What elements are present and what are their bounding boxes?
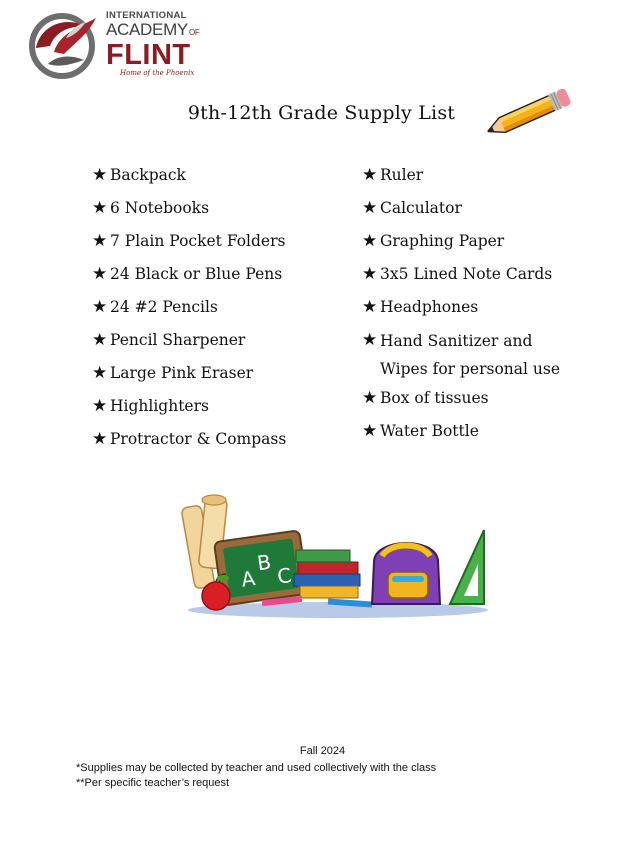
logo-line-international: INTERNATIONAL: [106, 10, 187, 21]
star-icon: ★: [92, 330, 108, 350]
star-icon: ★: [92, 429, 108, 449]
star-icon: ★: [362, 297, 378, 317]
list-item: [92, 360, 352, 393]
list-item-label: 6 Notebooks: [110, 199, 210, 217]
list-item: [92, 294, 352, 327]
list-item-label: 24 #2 Pencils: [110, 298, 218, 316]
logo-line-flint: FLINT: [106, 39, 191, 71]
list-item: [92, 228, 352, 261]
list-item-label: Backpack: [110, 166, 186, 184]
footer-note-1: *Supplies may be collected by teacher and used collectively with the class: [76, 762, 437, 774]
list-item: [92, 162, 352, 195]
page-title-text: 9th-12th Grade Supply List: [187, 102, 456, 124]
list-item: [362, 327, 622, 385]
star-icon: ★: [362, 388, 378, 408]
list-item: [362, 261, 622, 294]
list-item-label: Protractor & Compass: [110, 430, 287, 448]
list-item-label: Calculator: [380, 199, 462, 217]
list-item-label: Highlighters: [110, 397, 209, 415]
star-icon: ★: [362, 231, 378, 251]
list-item: [92, 426, 352, 459]
star-icon: ★: [92, 165, 108, 185]
supply-list-right: [362, 162, 622, 451]
list-item: [362, 228, 622, 261]
list-item-label: 7 Plain Pocket Folders: [110, 232, 286, 250]
list-item: [362, 195, 622, 228]
star-icon: ★: [362, 264, 378, 284]
list-item-label: Box of tissues: [380, 389, 489, 407]
list-item-label: Graphing Paper: [380, 232, 505, 250]
clipart-letter-a: A: [239, 566, 257, 592]
clipart-letter-c: C: [275, 562, 293, 589]
school-logo: [26, 8, 206, 80]
list-item-label: 24 Black or Blue Pens: [110, 265, 283, 283]
list-item-label: 3x5 Lined Note Cards: [380, 265, 553, 283]
list-item-label: Headphones: [380, 298, 479, 316]
logo-of-text: OF: [188, 28, 200, 37]
footer-season: Fall 2024: [299, 745, 346, 757]
list-item: [362, 418, 622, 451]
star-icon: ★: [92, 198, 108, 218]
star-icon: ★: [92, 231, 108, 251]
list-item: [92, 393, 352, 426]
star-icon: ★: [362, 198, 378, 218]
list-item: [92, 195, 352, 228]
star-icon: ★: [92, 396, 108, 416]
star-icon: ★: [362, 165, 378, 185]
list-item: [92, 327, 352, 360]
list-item-label: Large Pink Eraser: [110, 364, 254, 382]
clipart-letter-b: B: [255, 549, 273, 576]
phoenix-icon: [26, 8, 102, 80]
star-icon: ★: [92, 297, 108, 317]
star-icon: ★: [92, 363, 108, 383]
list-item-label: Water Bottle: [380, 422, 479, 440]
list-item: [92, 261, 352, 294]
footer: [0, 744, 643, 789]
logo-academy-text: ACADEMY: [106, 20, 188, 39]
logo-wordmark: [106, 10, 216, 78]
logo-tagline: Home of the Phoenix: [120, 69, 195, 77]
pencil-icon: [478, 88, 576, 140]
logo-line-academy: [106, 21, 216, 41]
list-item: [362, 162, 622, 195]
list-item-label: Ruler: [380, 166, 424, 184]
star-icon: ★: [92, 264, 108, 284]
star-icon: ★: [362, 330, 378, 350]
list-item-label: Hand Sanitizer and Wipes for personal use: [380, 332, 561, 378]
footer-note-2: **Per specific teacher’s request: [76, 777, 230, 789]
list-item: [362, 294, 622, 327]
supply-list-left: [92, 162, 352, 459]
school-supplies-clipart: [178, 492, 496, 624]
list-item-label: Pencil Sharpener: [110, 331, 246, 349]
star-icon: ★: [362, 421, 378, 441]
list-item: [362, 385, 622, 418]
